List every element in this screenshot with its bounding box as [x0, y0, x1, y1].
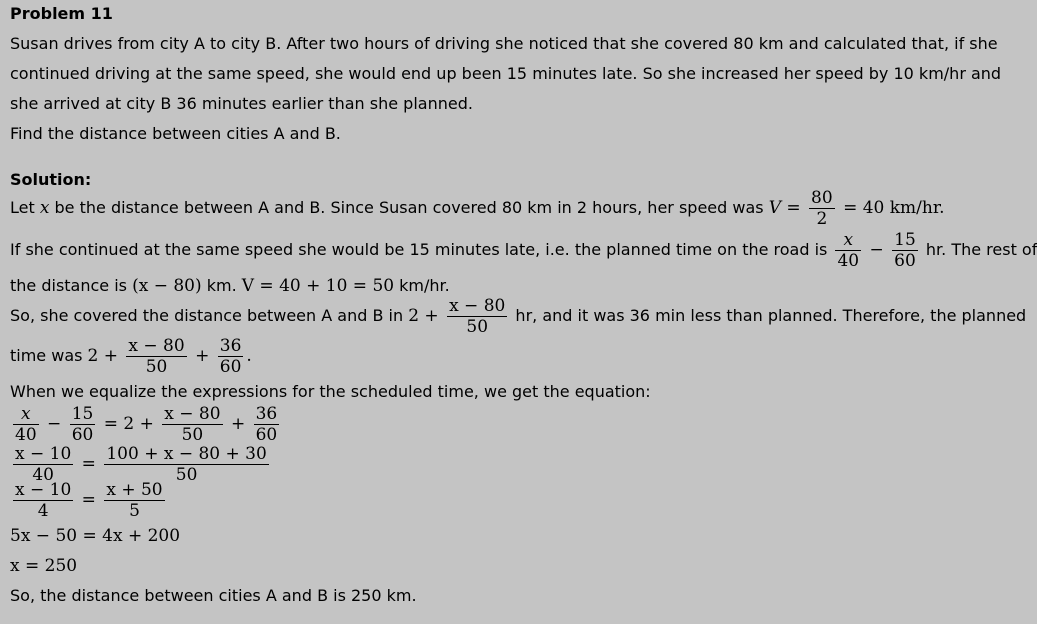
- fraction-x-80-50: $\frac{x - 80}{50}$: [449, 296, 506, 337]
- problem-line-3: she arrived at city B 36 minutes earlier than she planned.: [10, 94, 473, 113]
- solution-line-2: If she continued at the same speed she would be 15 minutes late, i.e. the planned time on the road is $\frac{x}{40}$ − $\frac{15}{60}$ hr. The rest of: [10, 230, 1037, 271]
- equation-4: 5x − 50 = 4x + 200: [10, 526, 181, 546]
- fraction-x-40: $\frac{x}{40}$: [837, 230, 860, 271]
- solution-line-1: Let x be the distance between A and B. Since Susan covered 80 km in 2 hours, her speed was V = $\frac{80}{2}$ = 40 km/hr.: [10, 188, 945, 229]
- equation-2: $\frac{x - 10}{40}$ = $\frac{100 + x - 80 + 30}{50}$: [15, 444, 267, 485]
- problem-line-1: Susan drives from city A to city B. After two hours of driving she noticed that she covered 80 km and calculated that, if she: [10, 34, 998, 53]
- fraction-left: $\frac{x - 10}{40}$: [15, 444, 72, 485]
- fraction-speed: $\frac{80}{2}$: [811, 188, 833, 229]
- equation-1: $\frac{x}{40}$ − $\frac{15}{60}$ = 2 + $\frac{x - 80}{50}$ + $\frac{36}{60}$: [15, 404, 278, 445]
- equation-5: x = 250: [10, 556, 78, 576]
- problem-line-2: continued driving at the same speed, she would end up been 15 minutes late. So she increased her speed by 10 km/hr and: [10, 64, 1002, 83]
- fraction-15-60: $\frac{15}{60}$: [894, 230, 916, 271]
- solution-title: Solution:: [10, 170, 92, 189]
- fraction-x-80-50: $\frac{x - 80}{50}$: [128, 336, 185, 377]
- fraction-x-40: $\frac{x}{40}$: [15, 404, 37, 445]
- solution-line-3: the distance is (x − 80) km. V = 40 + 10 = 50 km/hr.: [10, 276, 450, 296]
- fraction-left: $\frac{x - 10}{4}$: [15, 480, 72, 521]
- fraction-36-60: $\frac{36}{60}$: [219, 336, 242, 377]
- equation-3: $\frac{x - 10}{4}$ = $\frac{x + 50}{5}$: [15, 480, 163, 521]
- solution-line-4: So, she covered the distance between A and B in 2 + $\frac{x - 80}{50}$ hr, and it was 36 min less than planned. Therefore, the planned: [10, 296, 1027, 337]
- fraction-right: $\frac{x + 50}{5}$: [106, 480, 163, 521]
- fraction-15-60: $\frac{15}{60}$: [71, 404, 94, 445]
- conclusion: So, the distance between cities A and B is 250 km.: [10, 586, 417, 605]
- problem-line-4: Find the distance between cities A and B.: [10, 124, 341, 143]
- fraction-36-60: $\frac{36}{60}$: [255, 404, 278, 445]
- solution-line-5: time was 2 + $\frac{x - 80}{50}$ + $\frac{36}{60}$ .: [10, 336, 252, 377]
- fraction-right: $\frac{100 + x - 80 + 30}{50}$: [106, 444, 267, 485]
- problem-title: Problem 11: [10, 4, 113, 23]
- fraction-x-80-50: $\frac{x - 80}{50}$: [164, 404, 221, 445]
- solution-line-6: When we equalize the expressions for the scheduled time, we get the equation:: [10, 382, 651, 401]
